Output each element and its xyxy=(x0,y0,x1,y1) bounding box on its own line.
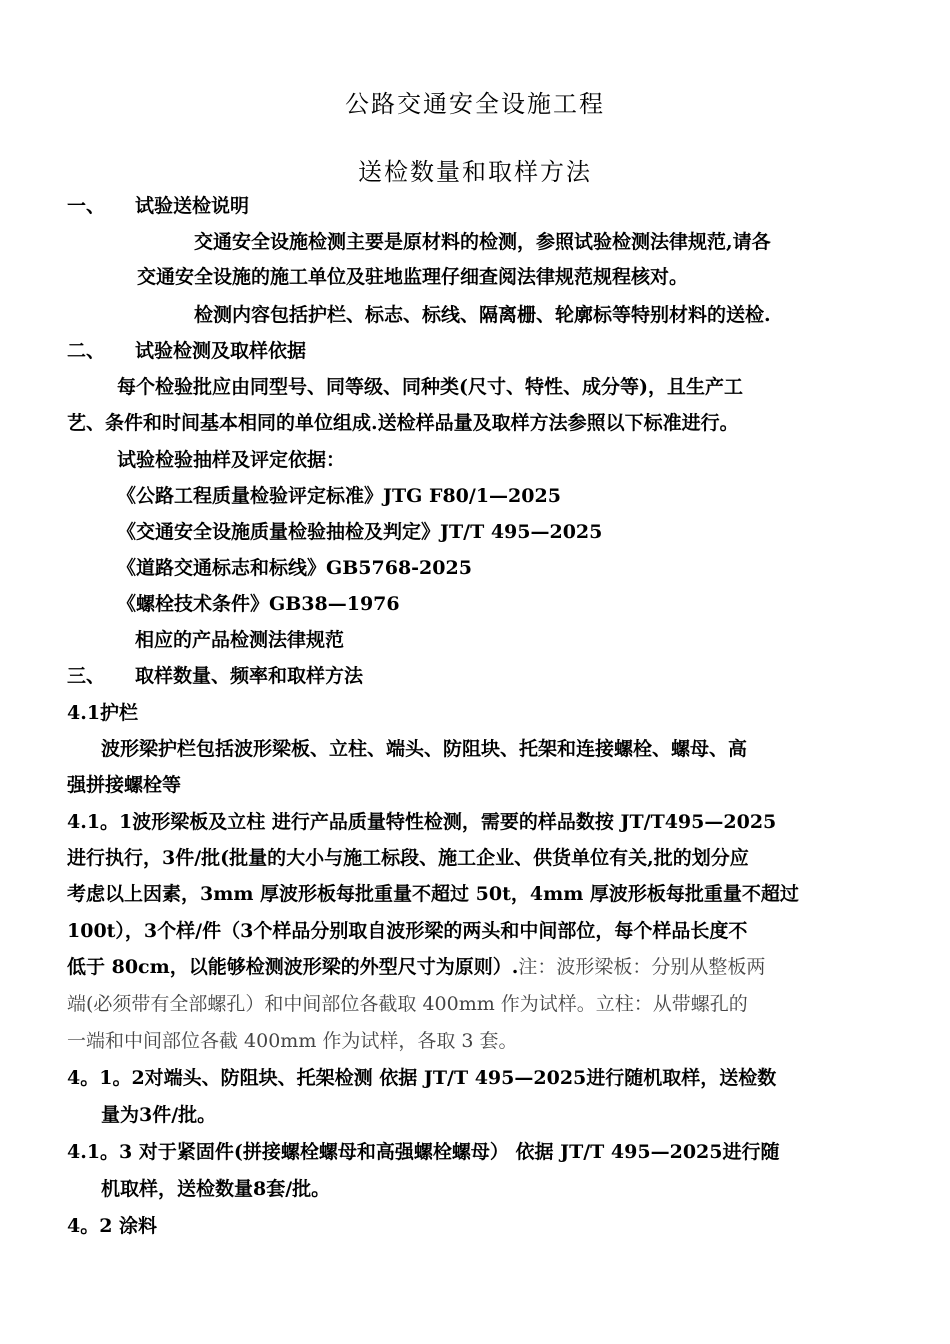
section-2-number: 二、 xyxy=(67,340,106,362)
item-4-1-1-line-5-main: 低于 80cm，以能够检测波形梁的外型尺寸为原则）. xyxy=(67,956,519,978)
standard-item: 《公路工程质量检验评定标准》JTG F80/1—2025 xyxy=(117,485,561,507)
section-2-heading xyxy=(67,339,306,363)
section-1-number: 一、 xyxy=(67,195,106,217)
item-4-1-2-line-2: 量为3件/批。 xyxy=(101,1104,217,1126)
standard-item: 《道路交通标志和标线》GB5768-2025 xyxy=(117,557,472,579)
item-4-1-1-line-1: 4.1。1波形梁板及立柱 进行产品质量特性检测，需要的样品数按 JT/T495—2025 xyxy=(67,811,777,833)
item-4-1-1-note-line-3: 一端和中间部位各截 400mm 作为试样，各取 3 套。 xyxy=(67,1030,518,1052)
section-1-para-1-line-1: 交通安全设施检测主要是原材料的检测，参照试验检测法律规范,请各 xyxy=(194,231,771,253)
standard-item: 《交通安全设施质量检验抽检及判定》JT/T 495—2025 xyxy=(117,521,603,543)
item-4-1-1-line-5 xyxy=(67,955,765,979)
guardrail-para-line-1: 波形梁护栏包括波形梁板、立柱、端头、防阻块、托架和连接螺栓、螺母、高 xyxy=(101,738,748,760)
item-4-1-2-line-1: 4。1。2对端头、防阻块、托架检测 依据 JT/T 495—2025进行随机取样，送检数 xyxy=(67,1067,777,1089)
section-2-title: 试验检测及取样依据 xyxy=(135,340,307,362)
item-4-1-3-line-2: 机取样，送检数量8套/批。 xyxy=(101,1178,331,1200)
document-title: 公路交通安全设施工程 xyxy=(345,90,605,118)
standard-item: 《螺栓技术条件》GB38—1976 xyxy=(117,593,400,615)
section-3-number: 三、 xyxy=(67,665,106,687)
guardrail-para-line-2: 强拼接螺栓等 xyxy=(67,774,182,796)
related-standards: 相应的产品检测法律规范 xyxy=(135,629,345,651)
section-2-para-line-1: 每个检验批应由同型号、同等级、同种类(尺寸、特性、成分等)，且生产工 xyxy=(117,376,743,398)
section-2-para-line-2: 艺、条件和时间基本相同的单位组成.送检样品量及取样方法参照以下标准进行。 xyxy=(67,412,739,434)
subsection-4-2-heading: 4。2 涂料 xyxy=(67,1215,158,1237)
section-3-heading xyxy=(67,664,363,688)
item-4-1-1-note-line-2: 端(必须带有全部螺孔）和中间部位各截取 400mm 作为试样。立柱：从带螺孔的 xyxy=(67,993,748,1015)
item-4-1-1-line-2: 进行执行，3件/批(批量的大小与施工标段、施工企业、供货单位有关,批的划分应 xyxy=(67,847,749,869)
section-1-heading xyxy=(67,194,249,218)
document-subtitle: 送检数量和取样方法 xyxy=(358,158,592,186)
section-1-para-2: 检测内容包括护栏、标志、标线、隔离栅、轮廓标等特别材料的送检. xyxy=(194,304,771,326)
item-4-1-3-line-1: 4.1。3 对于紧固件(拼接螺栓螺母和高强螺栓螺母） 依据 JT/T 495—2025进行随 xyxy=(67,1141,780,1163)
section-1-title: 试验送检说明 xyxy=(135,195,250,217)
section-1-para-1-line-2: 交通安全设施的施工单位及驻地监理仔细查阅法律规范规程核对。 xyxy=(137,266,689,288)
basis-label: 试验检验抽样及评定依据： xyxy=(117,449,346,471)
subsection-4-1-heading: 4.1护栏 xyxy=(67,702,139,724)
item-4-1-1-line-4: 100t），3个样/件（3个样品分别取自波形梁的两头和中间部位，每个样品长度不 xyxy=(67,920,748,942)
item-4-1-1-line-3: 考虑以上因素，3mm 厚波形板每批重量不超过 50t，4mm 厚波形板每批重量不超过 xyxy=(67,883,799,905)
section-3-title: 取样数量、频率和取样方法 xyxy=(135,665,364,687)
item-4-1-1-note: 注：波形梁板：分别从整板两 xyxy=(518,956,766,978)
